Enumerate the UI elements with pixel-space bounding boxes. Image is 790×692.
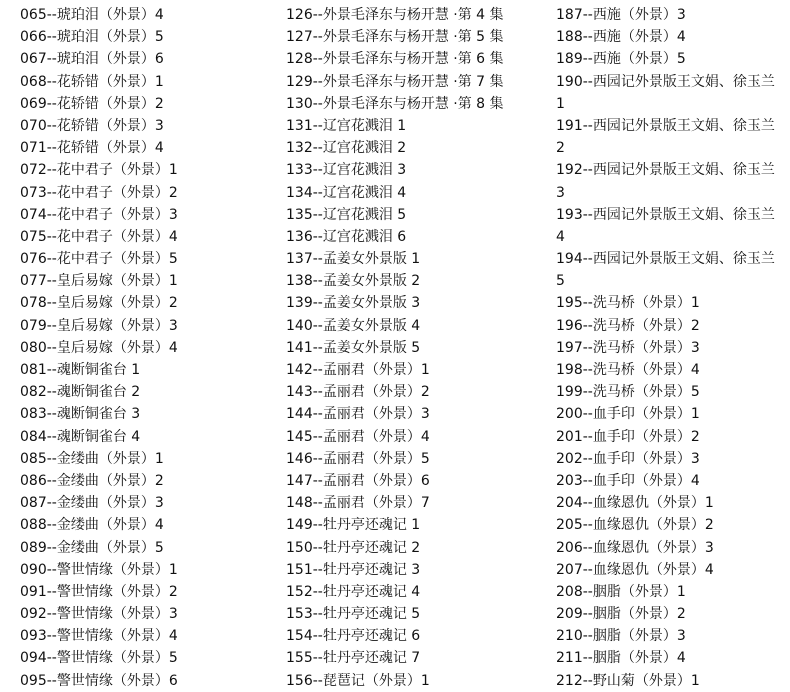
episode-list-item: 070--花轿错（外景）3 bbox=[20, 117, 164, 134]
episode-list-item: 088--金缕曲（外景）4 bbox=[20, 517, 164, 534]
episode-list-item: 073--花中君子（外景）2 bbox=[20, 184, 178, 201]
episode-list-item: 2 bbox=[556, 140, 565, 157]
episode-list-item: 075--花中君子（外景）4 bbox=[20, 228, 178, 245]
episode-list-item: 077--皇后易嫁（外景）1 bbox=[20, 273, 178, 290]
episode-list-item: 127--外景毛泽东与杨开慧 ·第 5 集 bbox=[286, 29, 504, 46]
episode-list-item: 148--孟丽君（外景）7 bbox=[286, 495, 430, 512]
episode-list-item: 151--牡丹亭还魂记 3 bbox=[286, 561, 421, 578]
episode-list-item: 134--辽宫花溅泪 4 bbox=[286, 184, 407, 201]
episode-list-item: 094--警世情缘（外景）5 bbox=[20, 650, 178, 667]
episode-list-item: 095--警世情缘（外景）6 bbox=[20, 672, 178, 689]
episode-list-item: 065--琥珀泪（外景）4 bbox=[20, 7, 164, 23]
episode-list-item: 144--孟丽君（外景）3 bbox=[286, 406, 430, 423]
episode-list-item: 155--牡丹亭还魂记 7 bbox=[286, 650, 421, 667]
episode-list-item: 3 bbox=[556, 184, 565, 201]
episode-list-item: 152--牡丹亭还魂记 4 bbox=[286, 583, 421, 600]
episode-list-item: 132--辽宫花溅泪 2 bbox=[286, 140, 407, 157]
episode-list-item: 069--花轿错（外景）2 bbox=[20, 95, 164, 112]
episode-list-item: 209--胭脂（外景）2 bbox=[556, 606, 686, 623]
episode-list-item: 149--牡丹亭还魂记 1 bbox=[286, 517, 421, 534]
episode-list-item: 153--牡丹亭还魂记 5 bbox=[286, 606, 421, 623]
episode-list-item: 1 bbox=[556, 95, 565, 112]
episode-list-item: 206--血缘恩仇（外景）3 bbox=[556, 539, 714, 556]
episode-list-item: 142--孟丽君（外景）1 bbox=[286, 362, 430, 378]
episode-list-item: 205--血缘恩仇（外景）2 bbox=[556, 517, 714, 534]
episode-list-column-3 bbox=[556, 4, 790, 692]
episode-list-item: 187--西施（外景）3 bbox=[556, 7, 686, 23]
episode-list-item: 190--西园记外景版王文娟、徐玉兰 bbox=[556, 73, 775, 90]
episode-list-item: 203--血手印（外景）4 bbox=[556, 472, 700, 489]
episode-list-item: 212--野山菊（外景）1 bbox=[556, 672, 700, 689]
episode-list-item: 139--孟姜女外景版 3 bbox=[286, 295, 421, 312]
episode-list-item: 076--花中君子（外景）5 bbox=[20, 251, 178, 268]
episode-list-item: 087--金缕曲（外景）3 bbox=[20, 495, 164, 512]
episode-list-item: 080--皇后易嫁（外景）4 bbox=[20, 339, 178, 356]
episode-list-item: 204--血缘恩仇（外景）1 bbox=[556, 495, 714, 512]
episode-list-column-2 bbox=[286, 4, 548, 692]
episode-list-item: 091--警世情缘（外景）2 bbox=[20, 583, 178, 600]
episode-list-item: 141--孟姜女外景版 5 bbox=[286, 339, 421, 356]
episode-list-item: 202--血手印（外景）3 bbox=[556, 450, 700, 467]
episode-list-item: 150--牡丹亭还魂记 2 bbox=[286, 539, 421, 556]
episode-list-item: 191--西园记外景版王文娟、徐玉兰 bbox=[556, 117, 775, 134]
episode-list-item: 079--皇后易嫁（外景）3 bbox=[20, 317, 178, 334]
episode-list-item: 085--金缕曲（外景）1 bbox=[20, 450, 164, 467]
episode-list-item: 143--孟丽君（外景）2 bbox=[286, 384, 430, 401]
episode-list-item: 200--血手印（外景）1 bbox=[556, 406, 700, 423]
episode-list-item: 128--外景毛泽东与杨开慧 ·第 6 集 bbox=[286, 51, 504, 68]
episode-list-item: 072--花中君子（外景）1 bbox=[20, 162, 178, 179]
episode-list-item: 195--洗马桥（外景）1 bbox=[556, 295, 700, 312]
episode-list-item: 084--魂断铜雀台 4 bbox=[20, 428, 141, 445]
episode-list-item: 189--西施（外景）5 bbox=[556, 51, 686, 68]
episode-list-item: 193--西园记外景版王文娟、徐玉兰 bbox=[556, 206, 775, 223]
episode-list-item: 188--西施（外景）4 bbox=[556, 29, 686, 46]
episode-list-item: 089--金缕曲（外景）5 bbox=[20, 539, 164, 556]
episode-list-item: 083--魂断铜雀台 3 bbox=[20, 406, 141, 423]
episode-list-item: 130--外景毛泽东与杨开慧 ·第 8 集 bbox=[286, 95, 504, 112]
episode-list-item: 4 bbox=[556, 228, 565, 245]
episode-list-item: 138--孟姜女外景版 2 bbox=[286, 273, 421, 290]
episode-list-item: 194--西园记外景版王文娟、徐玉兰 bbox=[556, 251, 775, 268]
episode-list-item: 211--胭脂（外景）4 bbox=[556, 650, 686, 667]
episode-list-item: 131--辽宫花溅泪 1 bbox=[286, 117, 407, 134]
episode-list-item: 068--花轿错（外景）1 bbox=[20, 73, 164, 90]
episode-list-item: 207--血缘恩仇（外景）4 bbox=[556, 561, 714, 578]
episode-list-item: 137--孟姜女外景版 1 bbox=[286, 251, 421, 268]
episode-list-item: 156--琵琶记（外景）1 bbox=[286, 672, 430, 689]
episode-list-item: 140--孟姜女外景版 4 bbox=[286, 317, 421, 334]
episode-list-item: 081--魂断铜雀台 1 bbox=[20, 362, 141, 378]
episode-list-item: 210--胭脂（外景）3 bbox=[556, 628, 686, 645]
episode-list-item: 199--洗马桥（外景）5 bbox=[556, 384, 700, 401]
episode-list-item: 067--琥珀泪（外景）6 bbox=[20, 51, 164, 68]
episode-list-item: 5 bbox=[556, 273, 565, 290]
episode-list-item: 078--皇后易嫁（外景）2 bbox=[20, 295, 178, 312]
episode-list-item: 090--警世情缘（外景）1 bbox=[20, 561, 178, 578]
episode-list-item: 129--外景毛泽东与杨开慧 ·第 7 集 bbox=[286, 73, 504, 90]
episode-list-item: 145--孟丽君（外景）4 bbox=[286, 428, 430, 445]
episode-list-item: 146--孟丽君（外景）5 bbox=[286, 450, 430, 467]
episode-list-item: 126--外景毛泽东与杨开慧 ·第 4 集 bbox=[286, 7, 504, 23]
episode-list-column-1 bbox=[20, 4, 280, 692]
episode-list-item: 082--魂断铜雀台 2 bbox=[20, 384, 141, 401]
episode-list-item: 147--孟丽君（外景）6 bbox=[286, 472, 430, 489]
episode-list-item: 198--洗马桥（外景）4 bbox=[556, 362, 700, 378]
episode-list-item: 086--金缕曲（外景）2 bbox=[20, 472, 164, 489]
episode-list-item: 135--辽宫花溅泪 5 bbox=[286, 206, 407, 223]
episode-list-item: 071--花轿错（外景）4 bbox=[20, 140, 164, 157]
episode-list-item: 192--西园记外景版王文娟、徐玉兰 bbox=[556, 162, 775, 179]
episode-list-item: 136--辽宫花溅泪 6 bbox=[286, 228, 407, 245]
episode-list-item: 196--洗马桥（外景）2 bbox=[556, 317, 700, 334]
episode-list-item: 066--琥珀泪（外景）5 bbox=[20, 29, 164, 46]
episode-list-item: 154--牡丹亭还魂记 6 bbox=[286, 628, 421, 645]
episode-list-item: 133--辽宫花溅泪 3 bbox=[286, 162, 407, 179]
episode-list-item: 093--警世情缘（外景）4 bbox=[20, 628, 178, 645]
episode-list-item: 092--警世情缘（外景）3 bbox=[20, 606, 178, 623]
episode-list-item: 197--洗马桥（外景）3 bbox=[556, 339, 700, 356]
episode-list-item: 074--花中君子（外景）3 bbox=[20, 206, 178, 223]
episode-list-item: 201--血手印（外景）2 bbox=[556, 428, 700, 445]
episode-list-item: 208--胭脂（外景）1 bbox=[556, 583, 686, 600]
